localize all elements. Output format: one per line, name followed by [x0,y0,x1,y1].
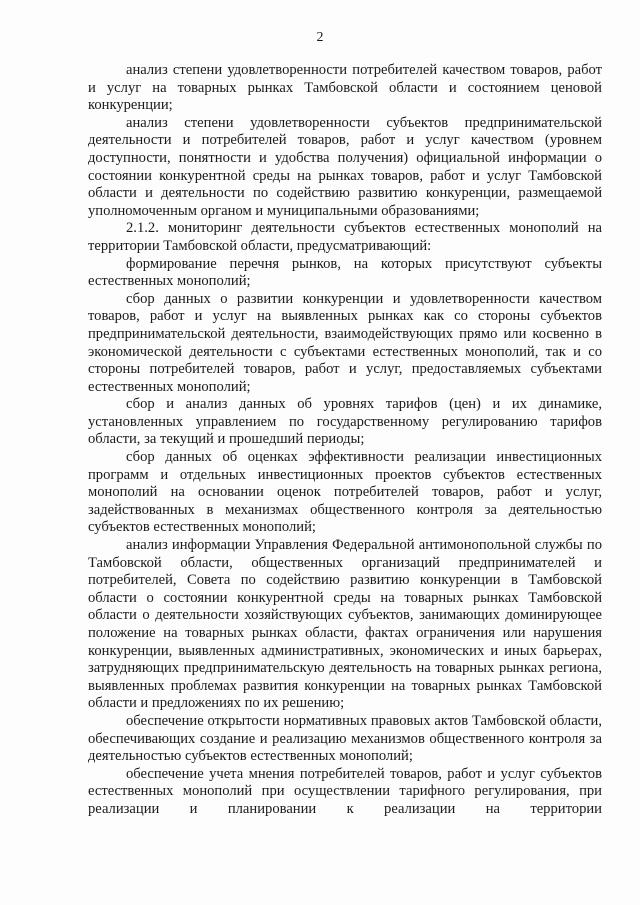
paragraph: 2.1.2. мониторинг деятельности субъектов естественных монополий на территории Тамбовской области, предусматривающий: [88,220,602,254]
document-body [88,62,602,819]
paragraph: сбор данных о развитии конкуренции и удовлетворенности качеством товаров, работ и услуг на выявленных рынках как со стороны субъектов предпринимательской деятельности, взаимодействующих прямо или косвенно в экономической деятельности с субъектами естественных монополий, так и со стороны потребителей товаров, работ и услуг, предоставляемых субъектами естественных монополий; [88,290,602,395]
paragraph: анализ информации Управления Федеральной антимонопольной службы по Тамбовской области, общественных организаций предпринимателей и потребителей, Совета по содействию развитию конкуренции в Тамбовской области о состоянии конкурентной среды на товарных рынках Тамбовской области о деятельности хозяйствующих субъектов, занимающих доминирующее положение на товарных рынках области, фактах ограничения или нарушения конкуренции, выявленных административных, экономических и иных барьерах, затрудняющих предпринимательскую деятельность на товарных рынках региона, выявленных проблемах развития конкуренции на товарных рынках Тамбовской области и предложениях по их решению; [88,537,602,712]
page-number: 2 [316,30,324,45]
paragraph: сбор данных об оценках эффективности реализации инвестиционных программ и отдельных инвестиционных проектов субъектов естественных монополий на основании оценок потребителей товаров, работ и услуг, задействованных в механизмах общественного контроля за деятельностью субъектов естественных монополий; [88,449,602,536]
paragraph: обеспечение открытости нормативных правовых актов Тамбовской области, обеспечивающих создание и реализацию механизмов общественного контроля за деятельностью субъектов естественных монополий; [88,712,602,765]
paragraph: анализ степени удовлетворенности субъектов предпринимательской деятельности и потребителей товаров, работ и услуг качеством (уровнем доступности, понятности и удобства получения) официальной информации о состоянии конкурентной среды на рынках товаров, работ и услуг Тамбовской области и деятельности по содействию развитию конкуренции, размещаемой уполномоченным органом и муниципальными образованиями; [88,114,602,219]
paragraph: анализ степени удовлетворенности потребителей качеством товаров, работ и услуг на товарных рынках Тамбовской области и состоянием ценовой конкуренции; [88,62,602,114]
paragraph: сбор и анализ данных об уровнях тарифов (цен) и их динамике, установленных управлением по государственному регулированию тарифов области, за текущий и прошедший периоды; [88,396,602,448]
paragraph: обеспечение учета мнения потребителей товаров, работ и услуг субъектов естественных монополий при осуществлении тарифного регулирования, при реализации и планировании к реализации на территории [88,765,602,817]
paragraph: формирование перечня рынков, на которых присутствуют субъекты естественных монополий; [88,255,602,290]
